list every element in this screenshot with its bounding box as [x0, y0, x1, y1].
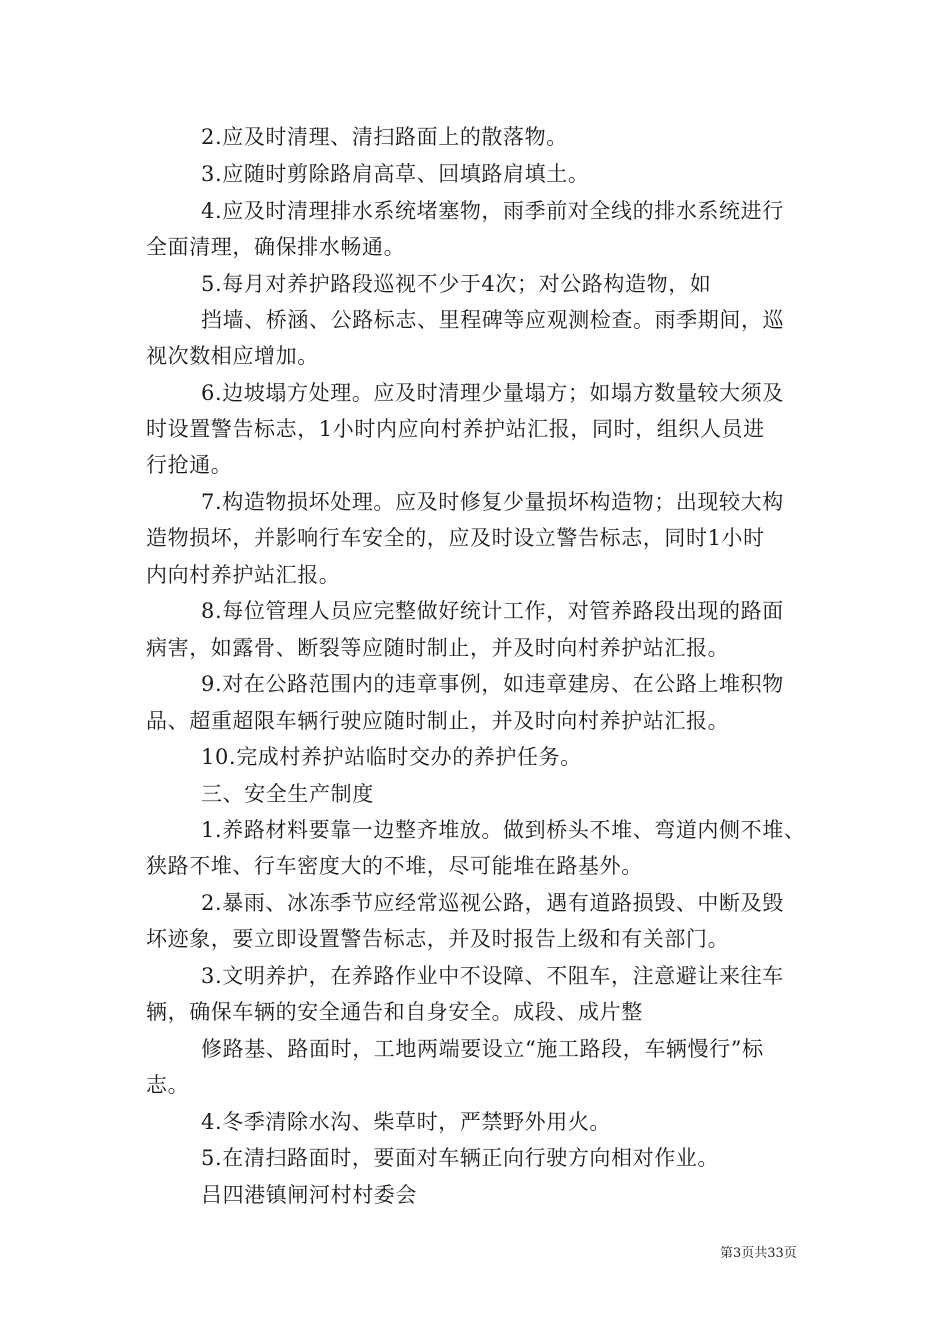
text-line: 坏迹象，要立即设置警告标志，并及时报告上级和有关部门。 [146, 927, 730, 951]
page-number: 第3页共33页 [720, 1246, 797, 1261]
text-line: 5.在清扫路面时，要面对车辆正向行驶方向相对作业。 [201, 1146, 720, 1170]
text-line: 8.每位管理人员应完整做好统计工作，对管养路段出现的路面 [201, 599, 784, 623]
text-line: 9.对在公路范围内的违章事例，如违章建房、在公路上堆积物 [201, 672, 784, 696]
text-line: 4.应及时清理排水系统堵塞物，雨季前对全线的排水系统进行 [201, 199, 784, 223]
text-line: 品、超重超限车辆行驶应随时制止，并及时向村养护站汇报。 [146, 709, 730, 733]
text-line: 全面清理，确保排水畅通。 [146, 235, 406, 259]
text-line: 修路基、路面时，工地两端要设立“施工路段，车辆慢行”标 [201, 1037, 764, 1061]
text-line: 3.文明养护，在养路作业中不设障、不阻车，注意避让来往车 [201, 964, 784, 988]
text-line: 时设置警告标志，1小时内应向村养护站汇报，同时，组织人员进 [146, 417, 765, 441]
text-line: 10.完成村养护站临时交办的养护任务。 [201, 745, 582, 769]
text-line: 志。 [146, 1073, 190, 1097]
text-line: 4.冬季清除水沟、柴草时，严禁野外用火。 [201, 1110, 612, 1134]
text-line: 5.每月对养护路段巡视不少于4次；对公路构造物，如 [201, 272, 712, 296]
signature-line: 吕四港镇闸河村村委会 [201, 1183, 417, 1207]
text-line: 挡墙、桥涵、公路标志、里程碑等应观测检查。雨季期间，巡 [201, 308, 785, 332]
text-line: 造物损坏，并影响行车安全的，应及时设立警告标志，同时1小时 [146, 526, 765, 550]
text-line: 视次数相应增加。 [146, 344, 319, 368]
text-line: 辆，确保车辆的安全通告和自身安全。成段、成片整 [146, 1000, 643, 1024]
text-line: 1.养路材料要靠一边整齐堆放。做到桥头不堆、弯道内侧不堆、 [201, 818, 806, 842]
text-line: 病害，如露骨、断裂等应随时制止，并及时向村养护站汇报。 [146, 636, 730, 660]
text-line: 7.构造物损坏处理。应及时修复少量损坏构造物；出现较大构 [201, 490, 784, 514]
text-line: 内向村养护站汇报。 [146, 563, 341, 587]
text-line: 6.边坡塌方处理。应及时清理少量塌方；如塌方数量较大须及 [201, 381, 784, 405]
section-heading: 三、安全生产制度 [201, 782, 374, 806]
text-line: 狭路不堆、行车密度大的不堆，尽可能堆在路基外。 [146, 854, 643, 878]
text-line: 行抢通。 [146, 453, 233, 477]
text-line: 2.暴雨、冰冻季节应经常巡视公路，遇有道路损毁、中断及毁 [201, 891, 784, 915]
text-line: 2.应及时清理、清扫路面上的散落物。 [201, 125, 568, 149]
text-line: 3.应随时剪除路肩高草、回填路肩填土。 [201, 162, 590, 186]
